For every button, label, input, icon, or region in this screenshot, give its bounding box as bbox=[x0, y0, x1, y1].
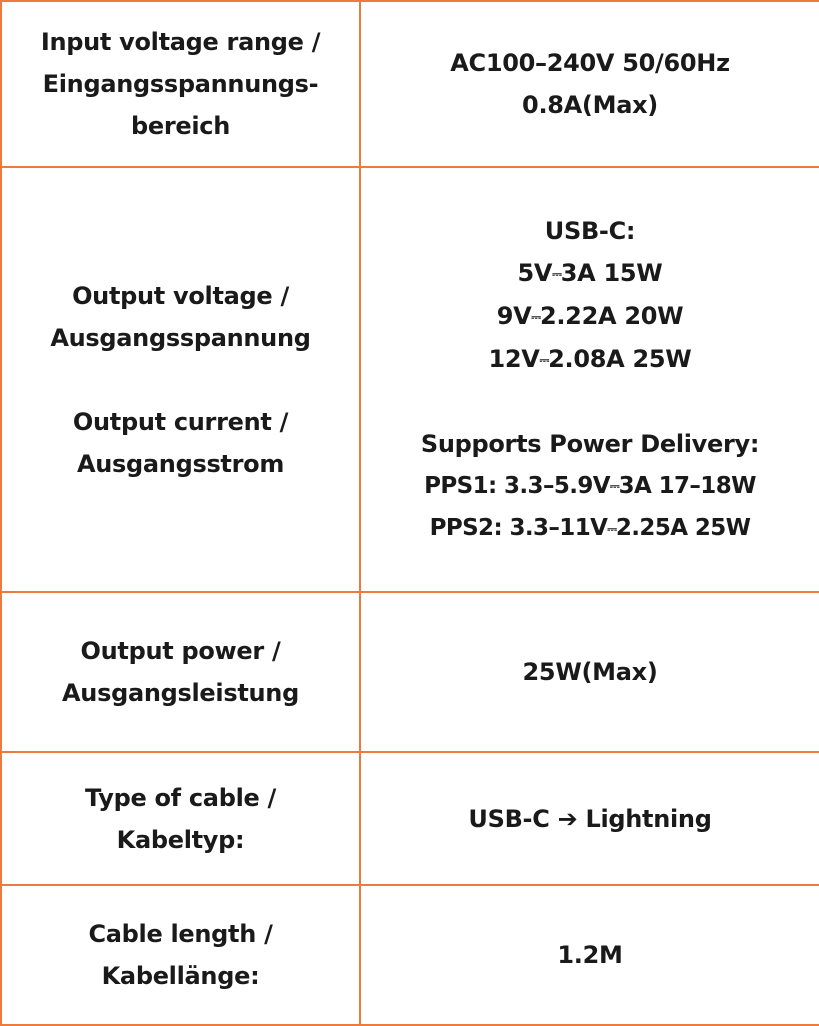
label-line: Output power / bbox=[80, 637, 281, 665]
output-power-label bbox=[1, 592, 360, 752]
output-value bbox=[360, 167, 819, 592]
usbc-heading: USB-C: bbox=[544, 216, 636, 245]
dc-symbol-icon: ⎓ bbox=[552, 266, 561, 281]
label-line: Cable length / bbox=[88, 920, 273, 948]
output-label bbox=[1, 167, 360, 592]
row-cable-length bbox=[1, 885, 819, 1025]
label-line: Output voltage / bbox=[72, 281, 289, 310]
label-line: Input voltage range / bbox=[40, 28, 321, 56]
label-line: Kabeltyp: bbox=[116, 825, 245, 854]
label-line: Eingangsspannungs- bbox=[42, 70, 319, 98]
usbc-spec-line: 5V⎓3A 15W bbox=[369, 252, 811, 295]
cable-length-value bbox=[360, 885, 819, 1025]
dc-symbol-icon: ⎓ bbox=[539, 352, 549, 367]
row-output-power bbox=[1, 592, 819, 752]
value-line: USB-C ➔ Lightning bbox=[468, 804, 712, 833]
dc-symbol-icon: ⎓ bbox=[531, 309, 540, 324]
spacer bbox=[10, 359, 351, 401]
dc-symbol-icon: ⎓ bbox=[610, 479, 619, 493]
spacer bbox=[369, 381, 811, 423]
label-line: Ausgangsstrom bbox=[76, 449, 285, 478]
value-line: 25W(Max) bbox=[522, 658, 658, 686]
label-line: Ausgangsspannung bbox=[50, 323, 311, 352]
input-voltage-label bbox=[1, 1, 360, 167]
pps-spec-line: PPS1: 3.3–5.9V⎓3A 17–18W bbox=[369, 465, 811, 508]
cable-type-label bbox=[1, 752, 360, 885]
cable-type-value bbox=[360, 752, 819, 885]
pps-spec-line: PPS2: 3.3–11V⎓2.25A 25W bbox=[369, 507, 811, 550]
row-cable-type bbox=[1, 752, 819, 885]
usbc-spec-line: 9V⎓2.22A 20W bbox=[369, 295, 811, 338]
value-line: 0.8A(Max) bbox=[522, 91, 658, 119]
row-input-voltage bbox=[1, 1, 819, 167]
output-power-value bbox=[360, 592, 819, 752]
value-line: 1.2M bbox=[557, 941, 623, 969]
cable-length-label bbox=[1, 885, 360, 1025]
value-line: AC100–240V 50/60Hz bbox=[450, 49, 730, 77]
row-output bbox=[1, 167, 819, 592]
label-line: bereich bbox=[130, 112, 230, 140]
dc-symbol-icon: ⎓ bbox=[607, 521, 616, 536]
label-line: Type of cable / bbox=[85, 783, 276, 812]
label-line: Kabellänge: bbox=[101, 962, 260, 990]
label-line: Output current / bbox=[72, 407, 289, 436]
label-line: Ausgangsleistung bbox=[62, 679, 299, 707]
input-voltage-value bbox=[360, 1, 819, 167]
usbc-spec-line: 12V⎓2.08A 25W bbox=[369, 338, 811, 381]
pd-heading: Supports Power Delivery: bbox=[420, 429, 760, 458]
